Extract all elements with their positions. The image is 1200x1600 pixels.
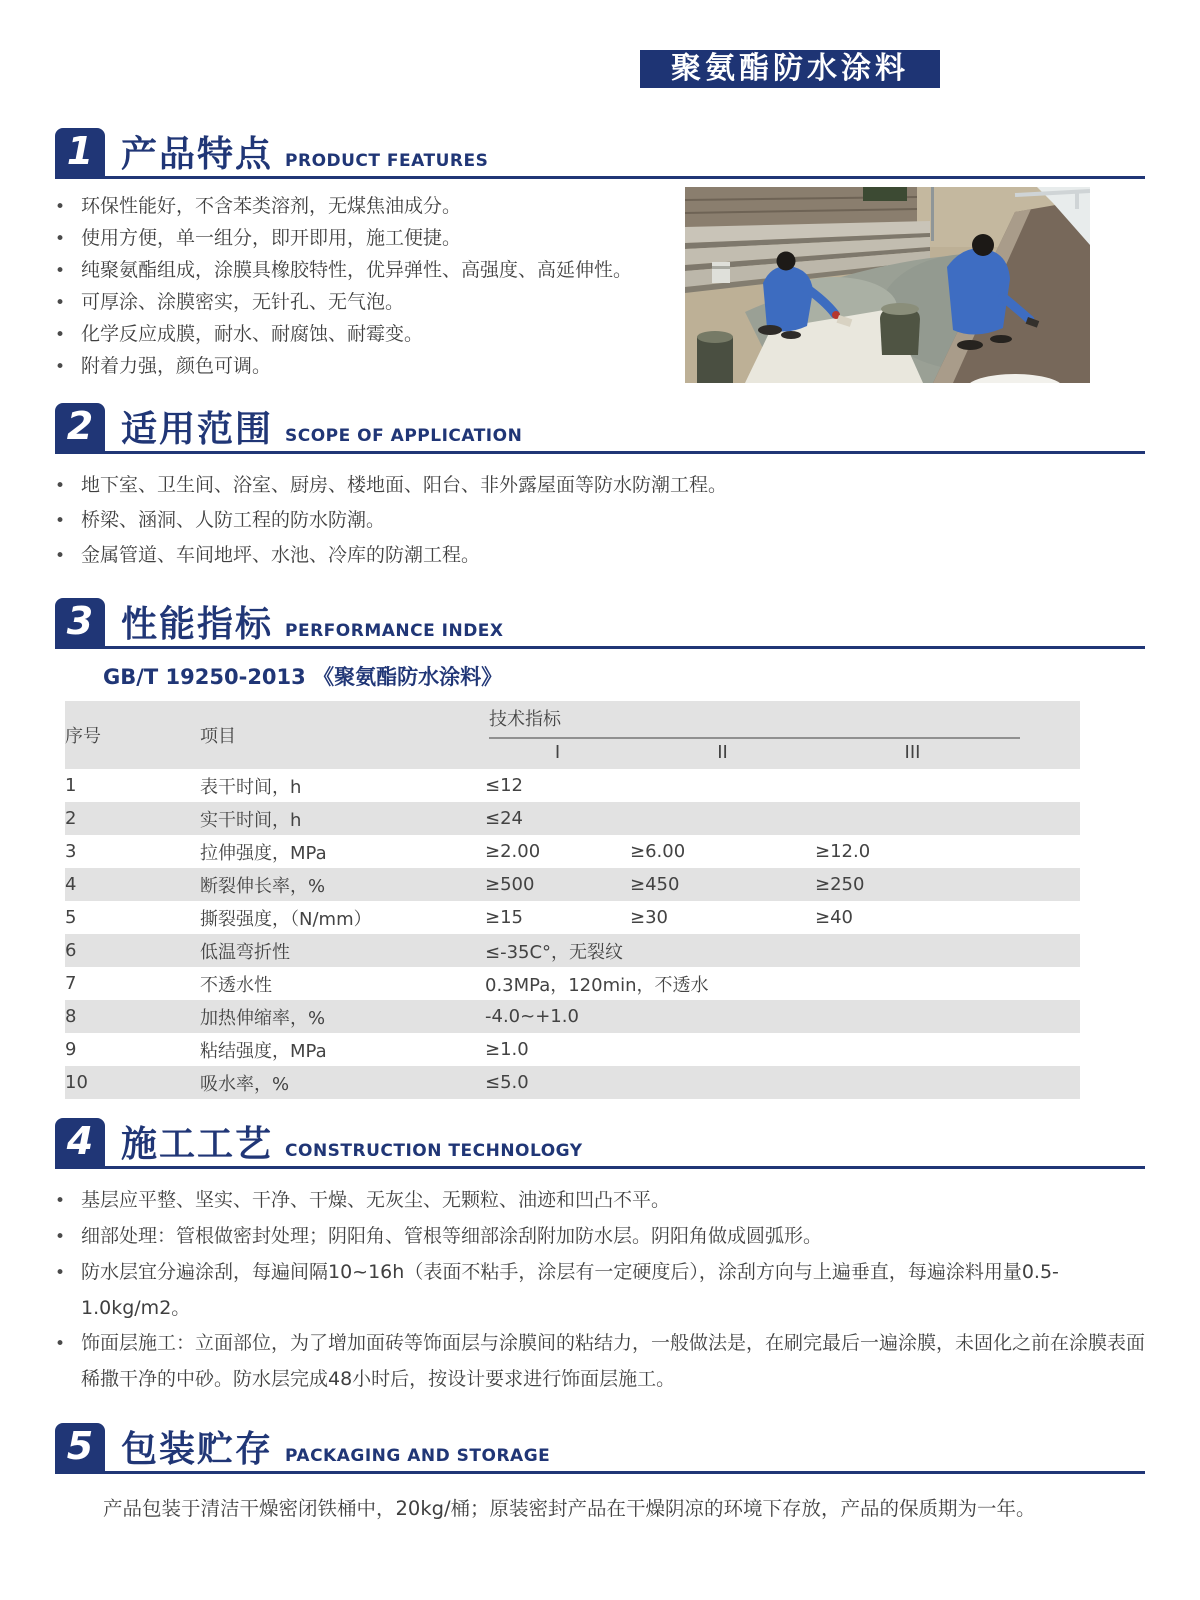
col-header-tech: 技术指标 [485, 701, 1080, 739]
table-row: 8 加热伸缩率，% -4.0~+1.0 [65, 1000, 1080, 1033]
table-row: 6 低温弯折性 ≤-35C°，无裂纹 [65, 934, 1080, 967]
list-item: • 饰面层施工：立面部位，为了增加面砖等饰面层与涂膜间的粘结力，一般做法是，在刷完最后一遍涂膜，未固化之前在涂膜表面稀撒干净的中砂。防水层完成48小时后，按设计要求进行饰面层施工。 [55, 1326, 1145, 1397]
table-row: 7 不透水性 0.3MPa，120min，不透水 [65, 973, 709, 996]
section-product-features [55, 128, 1145, 387]
list-item: • 可厚涂、涂膜密实，无针孔、无气泡。 [55, 287, 675, 319]
section-header [55, 403, 1145, 454]
section-number-badge: 5 [55, 1423, 105, 1471]
section-scope [55, 403, 1145, 573]
section-header [55, 1118, 1145, 1169]
table-row: 10 吸水率，% ≤5.0 [65, 1066, 1080, 1099]
list-item: • 地下室、卫生间、浴室、厨房、楼地面、阳台、非外露屋面等防水防潮工程。 [55, 468, 1145, 503]
list-item: • 基层应平整、坚实、干净、干燥、无灰尘、无颗粒、油迹和凹凸不平。 [55, 1183, 1145, 1219]
section-subtitle: SCOPE OF APPLICATION [285, 426, 523, 446]
product-photo [685, 187, 1090, 387]
page-title: 聚氨酯防水涂料 [640, 50, 940, 88]
section-subtitle: PERFORMANCE INDEX [285, 621, 504, 641]
section-subtitle: CONSTRUCTION TECHNOLOGY [285, 1141, 583, 1161]
list-item: • 环保性能好，不含苯类溶剂，无煤焦油成分。 [55, 191, 675, 223]
packaging-text: 产品包装于清洁干燥密闭铁桶中，20kg/桶；原装密封产品在干燥阴凉的环境下存放，产品的保质期为一年。 [103, 1497, 1036, 1520]
section-title: 施工工艺 [121, 1124, 274, 1165]
section-title: 适用范围 [121, 409, 274, 450]
section-title: 性能指标 [121, 604, 274, 645]
section-title: 包装贮存 [121, 1429, 274, 1470]
list-item: • 附着力强，颜色可调。 [55, 351, 675, 383]
section-number-badge: 1 [55, 128, 105, 176]
roof-coating-photo [685, 187, 1090, 383]
table-row: 5 撕裂强度，（N/mm） ≥15 ≥30 ≥40 [65, 907, 853, 930]
table-row: 2 实干时间，h ≤24 [65, 802, 1080, 835]
construction-list [55, 1183, 1145, 1397]
list-item: • 纯聚氨酯组成，涂膜具橡胶特性，优异弹性、高强度、高延伸性。 [55, 255, 675, 287]
section-header [55, 598, 1145, 649]
section-subtitle: PACKAGING AND STORAGE [285, 1446, 551, 1466]
list-item: • 桥梁、涵洞、人防工程的防水防潮。 [55, 503, 1145, 538]
list-item: • 防水层宜分遍涂刮，每遍间隔10~16h（表面不粘手，涂层有一定硬度后），涂刮方向与上遍垂直，每遍涂料用量0.5-1.0kg/m2。 [55, 1255, 1145, 1326]
col-header-grade-2: II [717, 741, 728, 763]
table-row: 4 断裂伸长率，% ≥500 ≥450 ≥250 [65, 868, 1080, 901]
section-subtitle: PRODUCT FEATURES [285, 151, 489, 171]
table-row: 3 拉伸强度，MPa ≥2.00 ≥6.00 ≥12.0 [65, 841, 871, 864]
col-header-item: 项目 [200, 726, 236, 747]
list-item: • 使用方便，单一组分，即开即用，施工便捷。 [55, 223, 675, 255]
col-header-no: 序号 [65, 726, 101, 747]
list-item: • 细部处理：管根做密封处理；阴阳角、管根等细部涂刮附加防水层。阴阳角做成圆弧形。 [55, 1219, 1145, 1255]
section-title: 产品特点 [121, 134, 274, 175]
table-row: 9 粘结强度，MPa ≥1.0 [65, 1039, 529, 1062]
section-header [55, 1423, 1145, 1474]
section-number-badge: 2 [55, 403, 105, 451]
performance-table [65, 701, 1080, 1099]
feature-list [55, 191, 675, 387]
scope-list [55, 468, 1145, 573]
list-item: • 化学反应成膜，耐水、耐腐蚀、耐霉变。 [55, 319, 675, 351]
section-number-badge: 3 [55, 598, 105, 646]
standard-reference: GB/T 19250-2013 《聚氨酯防水涂料》 [103, 665, 503, 689]
col-header-grade-1: I [554, 741, 561, 763]
section-packaging [55, 1423, 1145, 1524]
table-row: 1 表干时间，h ≤12 [65, 775, 523, 798]
section-performance-index [55, 598, 1145, 1099]
list-item: • 金属管道、车间地坪、水池、冷库的防潮工程。 [55, 538, 1145, 573]
section-number-badge: 4 [55, 1118, 105, 1166]
col-header-grade-3: III [904, 741, 921, 763]
section-construction [55, 1118, 1145, 1397]
section-header [55, 128, 1145, 179]
